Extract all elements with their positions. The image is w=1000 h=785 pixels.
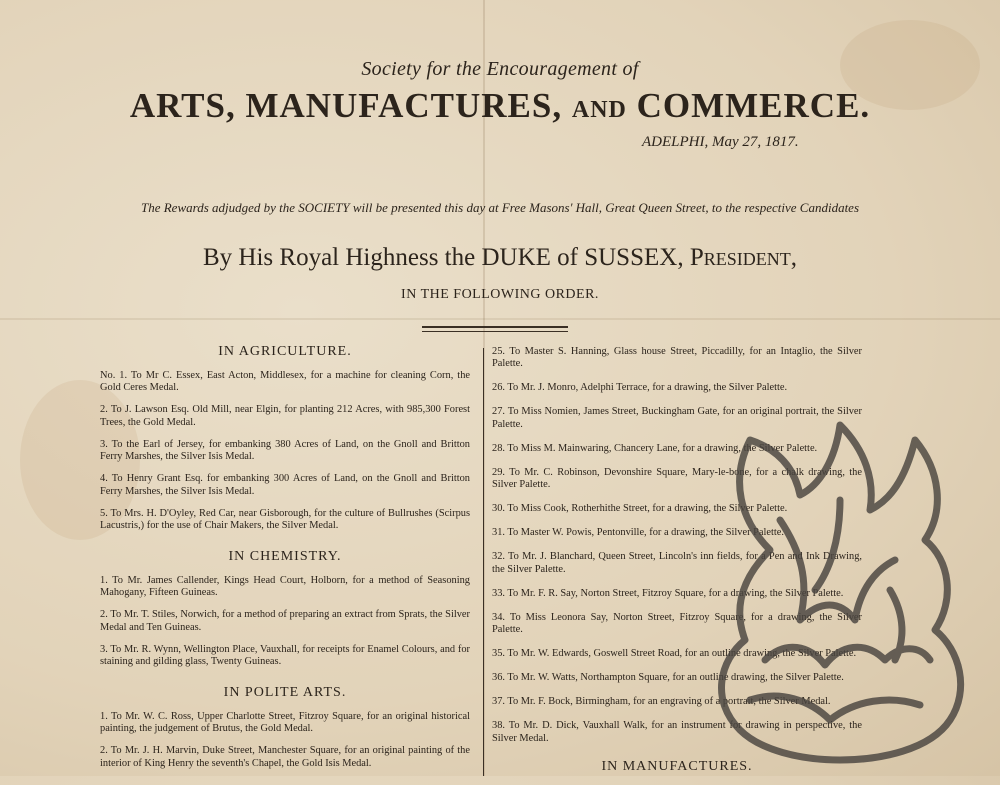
section-rule	[422, 326, 568, 332]
polite-arts-heading: IN POLITE ARTS.	[223, 684, 347, 700]
list-item: 2. To Mr. T. Stiles, Norwich, for a method of preparing an extract from Sprats, the Silver Medal and Ten Guineas.	[100, 609, 470, 633]
title-commerce: COMMERCE.	[626, 86, 871, 125]
list-item: 30. To Miss Cook, Rotherhithe Street, for a drawing, the Silver Palette.	[492, 503, 788, 515]
list-item: 5. To Mrs. H. D'Oyley, Red Car, near Gisborough, for the culture of Bullrushes (Scirpus Lacustris,) for the use of Chair Makers, the Silver Medal.	[100, 507, 470, 532]
list-item: 31. To Master W. Powis, Pentonville, for a drawing, the Silver Palette.	[492, 527, 785, 539]
flame-stamp-icon	[690, 400, 990, 776]
list-item: 28. To Miss M. Mainwaring, Chancery Lane, for a drawing, the Silver Palette.	[492, 442, 818, 454]
list-item: 35. To Mr. W. Edwards, Goswell Street Road, for an outline drawing, the Silver Palette.	[492, 648, 857, 660]
list-item: 29. To Mr. C. Robinson, Devonshire Square, Mary-le-bone, for a chalk drawing, the Silver Palette.	[492, 466, 862, 491]
rewards-intro: The Rewards adjudged by the SOCIETY will be presented this day at Free Masons' Hall, Great Queen Street, to the respective Candidates	[140, 200, 860, 215]
left-column	[100, 344, 470, 780]
list-item: 3. To Mr. R. Wynn, Wellington Place, Vauxhall, for receipts for Enamel Colours, and for staining and gilding glass, Twenty Guineas.	[100, 643, 470, 668]
paper-fold-horizontal	[0, 318, 1000, 320]
list-item: 2. To J. Lawson Esq. Old Mill, near Elgin, for planting 212 Acres, with 985,300 Forest Trees, the Gold Medal.	[100, 404, 470, 428]
list-item: 36. To Mr. W. Watts, Northampton Square, for an outline drawing, the Silver Palette.	[492, 672, 844, 684]
dateline: ADELPHI, May 27, 1817.	[642, 134, 799, 150]
agriculture-heading: IN AGRICULTURE.	[218, 344, 352, 359]
list-item: No. 1. To Mr C. Essex, East Acton, Middlesex, for a machine for cleaning Corn, the Gold Ceres Medal.	[100, 370, 470, 394]
title-arts: ARTS, MANUFACTURES,	[129, 86, 572, 125]
list-item: 32. To Mr. J. Blanchard, Queen Street, Lincoln's inn fields, for a Pen and Ink Drawing, the Silver Palette.	[492, 551, 862, 575]
list-item: 27. To Miss Nomien, James Street, Buckingham Gate, for an original portrait, the Silver Palette.	[492, 406, 862, 430]
column-divider	[483, 348, 484, 776]
society-line: Society for the Encouragement of	[361, 58, 639, 80]
list-item: 2. To Mr. J. H. Marvin, Duke Street, Manchester Square, for an original painting of the interior of King Henry the seventh's Chapel, the Gold Isis Medal.	[100, 745, 470, 769]
chemistry-heading: IN CHEMISTRY.	[228, 548, 342, 564]
list-item: 26. To Mr. J. Monro, Adelphi Terrace, for a drawing, the Silver Palette.	[492, 382, 788, 394]
list-item: 33. To Mr. F. R. Say, Norton Street, Fitzroy Square, for a drawing, the Silver Palette.	[492, 587, 844, 599]
list-item: 4. To Henry Grant Esq. for embanking 300 Acres of Land, on the Gnoll and Britton Ferry Marshes, the Silver Isis Medal.	[100, 473, 470, 497]
list-item: 34. To Miss Leonora Say, Norton Street, Fitzroy Square, for a drawing, the Silver Palette.	[492, 611, 862, 636]
list-item: 38. To Mr. D. Dick, Vauxhall Walk, for an instrument for drawing in perspective, the Silver Medal.	[492, 720, 862, 744]
list-item: 1. To Mr. W. C. Ross, Upper Charlotte Street, Fitzroy Square, for an original historical painting, the judgement of Brutus, the Gold Medal.	[100, 710, 470, 735]
title-and: AND	[571, 97, 627, 123]
list-item: 1. To Mr. James Callender, Kings Head Court, Holborn, for a method of Seasoning Mahogany, Fifteen Guineas.	[100, 574, 470, 599]
list-item: 3. To the Earl of Jersey, for embanking 380 Acres of Land, on the Gnoll and Britton Ferry Marshes, the Silver Isis Medal.	[100, 438, 470, 463]
order-line: IN THE FOLLOWING ORDER.	[401, 287, 599, 302]
list-item: 25. To Master S. Hanning, Glass house Street, Piccadilly, for an Intaglio, the Silver Palette.	[492, 346, 862, 370]
president-title: President,	[689, 244, 797, 271]
list-item: 37. To Mr. F. Bock, Birmingham, for an engraving of a portrait, the Silver Medal.	[492, 696, 831, 708]
main-title	[0, 86, 1000, 126]
manufactures-heading: IN MANUFACTURES.	[601, 759, 753, 775]
duke-name: By His Royal Highness the DUKE of SUSSEX,	[203, 244, 690, 271]
duke-line	[0, 244, 1000, 272]
